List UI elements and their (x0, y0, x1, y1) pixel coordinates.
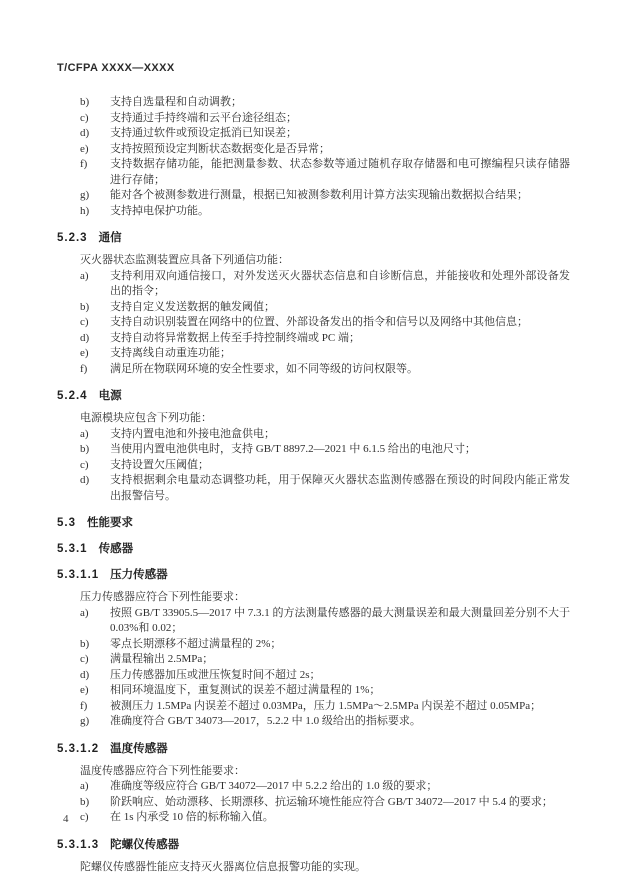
list-item-text: 支持掉电保护功能。 (110, 204, 209, 217)
list-item-label: h) (80, 204, 90, 217)
list-item-text: 准确度等级应符合 GB/T 34072—2017 中 5.2.2 给出的 1.0 级的要求； (110, 780, 438, 792)
list-item-label: a) (80, 269, 89, 282)
list-item-label: b) (80, 300, 90, 313)
list-item-label: e) (80, 347, 89, 359)
section-title: 性能要求 (87, 517, 133, 529)
list-item (80, 810, 570, 826)
list-item-label: d) (80, 668, 90, 681)
list-item-text: 能对各个被测参数进行测量，根据已知被测参数利用计算方法实现输出数据拟合结果； (110, 189, 528, 201)
list-item (80, 473, 570, 504)
section-number: 5.2.4 (57, 390, 88, 402)
list-item (80, 427, 570, 443)
running-header: T/CFPA XXXX—XXXX (57, 62, 175, 74)
list-item (80, 315, 570, 331)
list-item-text: 当使用内置电池供电时，支持 GB/T 8897.2—2021 中 6.1.5 给出的电池尺寸； (110, 443, 476, 455)
list-item-text: 支持自定义发送数据的触发阈值； (110, 300, 275, 313)
list-item (80, 637, 570, 653)
section-heading-5-3 (57, 514, 570, 530)
section-number: 5.3.1.2 (57, 742, 100, 755)
list-item-label: c) (80, 316, 89, 328)
list-item (80, 331, 570, 347)
list-item-label: d) (80, 474, 90, 486)
carryover-feature-list (80, 95, 570, 219)
section-intro: 压力传感器应符合下列性能要求： (80, 591, 245, 603)
section-title: 陀螺仪传感器 (110, 838, 180, 851)
pressure-sensor-requirement-list (80, 606, 570, 730)
list-item-label: c) (80, 811, 89, 823)
list-item-label: f) (80, 362, 88, 375)
list-item-label: a) (80, 780, 89, 792)
list-item (80, 779, 570, 795)
list-item-text: 被测压力 1.5MPa 内误差不超过 0.03MPa，压力 1.5MPa～2.5MPa 内误差不超过 0.05MPa； (110, 699, 542, 712)
list-item (80, 362, 570, 378)
list-item (80, 300, 570, 316)
list-item (80, 126, 570, 142)
section-intro: 温度传感器应符合下列性能要求： (80, 764, 245, 777)
list-item-text: 支持通过手持终端和云平台途径组态； (110, 111, 297, 124)
section-number: 5.3 (57, 517, 76, 529)
list-item-label: a) (80, 606, 89, 619)
list-item (80, 606, 570, 637)
list-item-label: d) (80, 331, 90, 344)
list-item-label: f) (80, 158, 88, 170)
list-item (80, 652, 570, 668)
list-item-text: 支持根据剩余电量动态调整功耗，用于保障灭火器状态监测传感器在预设的时间段内能正常发出报警信号。 (110, 474, 570, 502)
section-number: 5.3.1.1 (57, 569, 100, 581)
list-item-label: d) (80, 127, 90, 139)
section-heading-5-3-1 (57, 540, 570, 556)
list-item-label: b) (80, 795, 90, 808)
list-item (80, 142, 570, 158)
list-item (80, 683, 570, 699)
section-paragraph: 陀螺仪传感器性能应支持灭火器离位信息报警功能的实现。 (80, 860, 366, 873)
section-intro: 灭火器状态监测装置应具备下列通信功能： (80, 254, 289, 266)
list-item (80, 204, 570, 220)
section-intro: 电源模块应包含下列功能： (80, 412, 212, 424)
power-requirement-list (80, 427, 570, 505)
list-item-label: c) (80, 111, 89, 124)
list-item-text: 支持按照预设定判断状态数据变化是否异常； (110, 142, 330, 155)
list-item-text: 准确度符合 GB/T 34073—2017，5.2.2 中 1.0 级给出的指标要求。 (110, 715, 421, 727)
list-item (80, 714, 570, 730)
section-heading-5-3-1-1 (57, 566, 570, 582)
list-item-text: 零点长期漂移不超过满量程的 2%； (110, 637, 282, 650)
section-title: 传感器 (98, 543, 134, 555)
list-item-label: g) (80, 715, 90, 727)
list-item-text: 阶跃响应、始动漂移、长期漂移、抗运输环境性能应符合 GB/T 34072—2017 中 5.4 的要求； (110, 795, 553, 808)
list-item (80, 95, 570, 111)
list-item (80, 346, 570, 362)
section-heading-5-2-4 (57, 387, 570, 403)
section-number: 5.2.3 (57, 232, 88, 244)
list-item-label: e) (80, 142, 89, 155)
list-item-text: 支持自动将异常数据上传至手持控制终端或 PC 端； (110, 331, 360, 344)
list-item-label: g) (80, 189, 90, 201)
section-number: 5.3.1 (57, 543, 88, 555)
list-item-text: 满量程输出 2.5MPa； (110, 653, 214, 665)
list-item (80, 269, 570, 300)
section-title: 压力传感器 (110, 569, 168, 581)
section-heading-5-3-1-3 (57, 836, 570, 852)
list-item (80, 699, 570, 715)
section-heading-5-3-1-2 (57, 740, 570, 756)
list-item-text: 相同环境温度下，重复测试的误差不超过满量程的 1%； (110, 684, 381, 696)
communication-requirement-list (80, 269, 570, 378)
temperature-sensor-requirement-list (80, 779, 570, 826)
section-heading-5-2-3 (57, 229, 570, 245)
list-item-label: b) (80, 96, 90, 108)
list-item (80, 188, 570, 204)
list-item-label: e) (80, 684, 89, 696)
list-item-text: 支持利用双向通信接口，对外发送灭火器状态信息和自诊断信息，并能接收和处理外部设备发出的指令； (110, 269, 570, 297)
list-item-label: a) (80, 427, 89, 440)
list-item (80, 111, 570, 127)
section-title: 通信 (98, 232, 122, 244)
list-item-text: 按照 GB/T 33905.5—2017 中 7.3.1 的方法测量传感器的最大测量误差和最大测量回差分别不大于 0.03%和 0.02； (110, 606, 570, 634)
list-item-text: 支持离线自动重连功能； (110, 347, 231, 359)
section-number: 5.3.1.3 (57, 838, 100, 851)
list-item-text: 压力传感器加压或泄压恢复时间不超过 2s； (110, 668, 321, 681)
list-item-text: 在 1s 内承受 10 倍的标称输入值。 (110, 811, 274, 823)
list-item-label: c) (80, 653, 89, 665)
list-item-text: 支持自选量程和自动调教； (110, 96, 242, 108)
list-item-label: c) (80, 458, 89, 471)
list-item (80, 157, 570, 188)
list-item (80, 795, 570, 811)
list-item-text: 支持内置电池和外接电池盒供电； (110, 427, 275, 440)
list-item-text: 支持设置欠压阈值； (110, 458, 209, 471)
list-item-text: 满足所在物联网环境的安全性要求，如不同等级的访问权限等。 (110, 362, 418, 375)
list-item-text: 支持自动识别装置在网络中的位置、外部设备发出的指令和信号以及网络中其他信息； (110, 316, 528, 328)
section-title: 温度传感器 (110, 742, 168, 755)
list-item-label: b) (80, 443, 90, 455)
list-item (80, 668, 570, 684)
list-item (80, 458, 570, 474)
list-item-label: f) (80, 699, 88, 712)
list-item-label: b) (80, 637, 90, 650)
list-item-text: 支持通过软件或预设定抵消已知误差； (110, 127, 297, 139)
section-title: 电源 (98, 390, 122, 402)
list-item-text: 支持数据存储功能，能把测量参数、状态参数等通过随机存取存储器和电可擦编程只读存储器进行存储； (110, 158, 570, 186)
list-item (80, 442, 570, 458)
page-number: 4 (63, 813, 69, 825)
